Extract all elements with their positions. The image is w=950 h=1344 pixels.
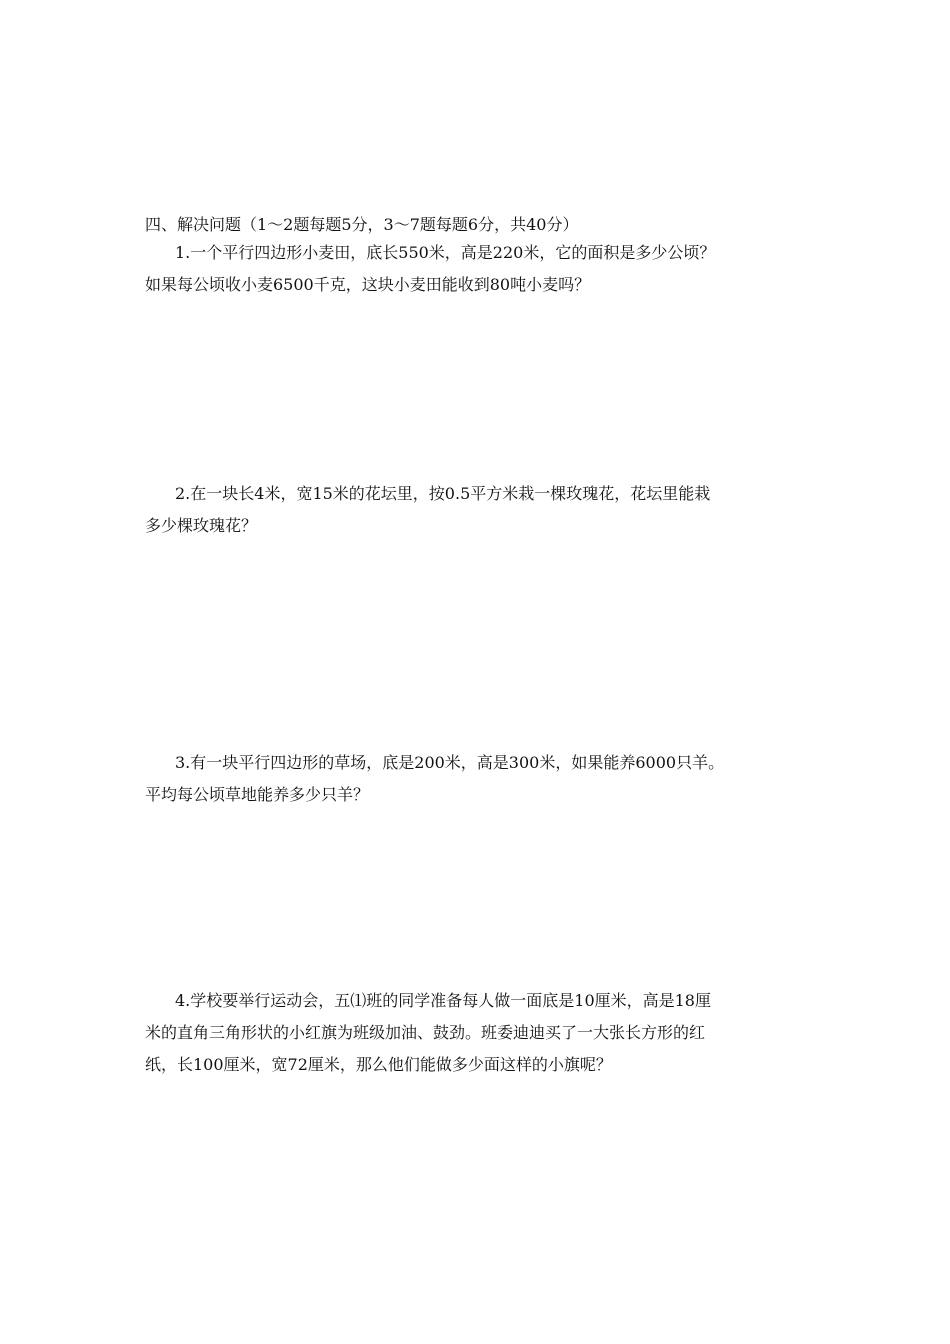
problem-3 bbox=[145, 752, 810, 816]
problem-3-line-1: 3.有一块平行四边形的草场，底是200米，高是300米，如果能养6000只羊。 bbox=[175, 753, 725, 772]
problem-1-line-2: 如果每公顷收小麦6500千克，这块小麦田能收到80吨小麦吗？ bbox=[145, 275, 591, 294]
problem-3-line-2: 平均每公顷草地能养多少只羊？ bbox=[145, 785, 370, 804]
problem-1 bbox=[145, 242, 810, 306]
problem-4 bbox=[145, 990, 810, 1086]
problem-4-line-1: 4.学校要举行运动会，五⑴班的同学准备每人做一面底是10厘米，高是18厘 bbox=[175, 991, 711, 1010]
problem-2-line-1: 2.在一块长4米，宽15米的花坛里，按0.5平方米栽一棵玫瑰花，花坛里能栽 bbox=[175, 484, 711, 503]
problem-4-line-2: 米的直角三角形状的小红旗为班级加油、鼓劲。班委迪迪买了一大张长方形的红 bbox=[145, 1023, 706, 1042]
problem-2 bbox=[145, 483, 810, 547]
problem-1-line-1: 1.一个平行四边形小麦田，底长550米，高是220米，它的面积是多少公顷？ bbox=[175, 243, 716, 262]
section-heading: 四、解决问题（1～2题每题5分，3～7题每题6分，共40分） bbox=[145, 215, 579, 234]
problem-4-line-3: 纸，长100厘米，宽72厘米，那么他们能做多少面这样的小旗呢？ bbox=[145, 1055, 612, 1074]
problem-2-line-2: 多少棵玫瑰花？ bbox=[145, 516, 258, 535]
